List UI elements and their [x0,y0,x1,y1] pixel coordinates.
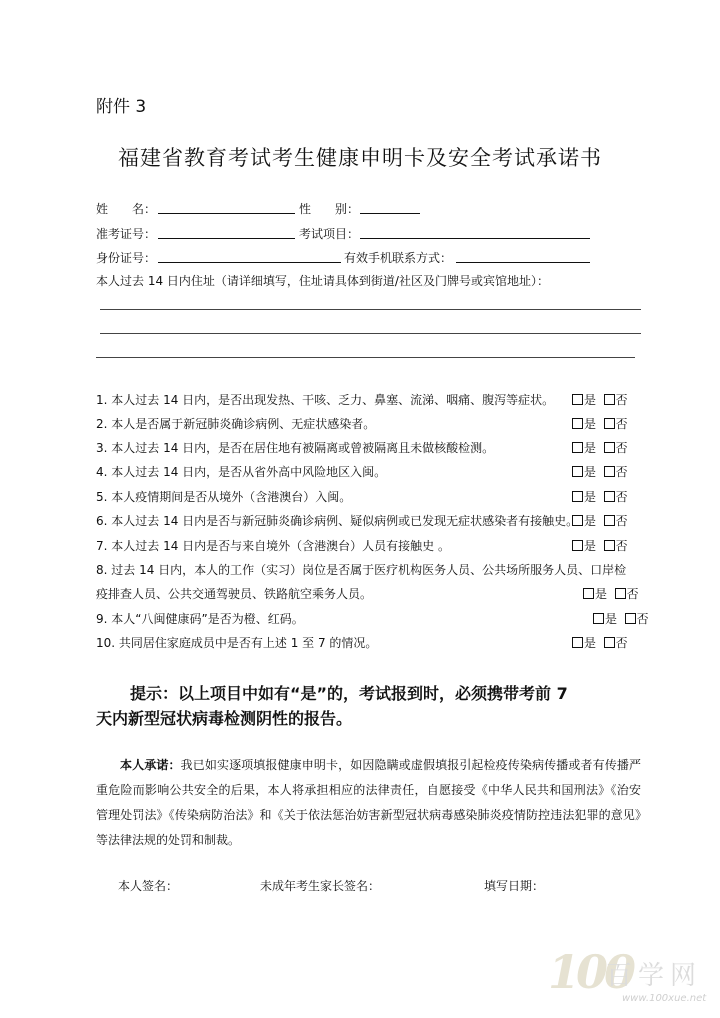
yes-no-options-8[interactable]: 是 否 [583,585,639,602]
name-label: 姓 名： [96,202,157,216]
promise-paragraph [96,753,641,853]
yes-no-options-2[interactable]: 是 否 [572,415,628,432]
yes-no-options-4[interactable]: 是 否 [572,463,628,480]
attachment-label: 附件 3 [96,97,147,117]
question-7: 7. 本人过去 14 日内是否与来自境外（含港澳台）人员有接触史 。 [96,539,450,553]
question-8-line-1: 8. 过去 14 日内，本人的工作（实习）岗位是否属于医疗机构医务人员、公共场所服务人员、口岸检 [96,563,627,577]
checkbox-no[interactable] [604,637,615,648]
checkbox-no[interactable] [625,613,636,624]
watermark-cn-text: 百学网 [606,961,703,991]
self-signature-label: 本人签名： [118,879,179,893]
question-8-line-2: 疫排查人员、公共交通驾驶员、铁路航空乘务人员。 [96,587,373,601]
checkbox-no[interactable] [604,466,615,477]
exam-no-field[interactable] [158,238,295,239]
question-4: 4. 本人过去 14 日内，是否从省外高中风险地区入闽。 [96,465,387,479]
checkbox-yes[interactable] [572,466,583,477]
checkbox-yes[interactable] [572,637,583,648]
watermark-url: www.100xue.net [622,993,707,1004]
address-prompt: 本人过去 14 日内住址（请详细填写，住址请具体到街道/社区及门牌号或宾馆地址）： [96,274,549,288]
guardian-signature-label: 未成年考生家长签名： [260,879,381,893]
yes-no-options-1[interactable]: 是 否 [572,391,628,408]
exam-no-label: 准考证号： [96,227,157,241]
yes-no-options-6[interactable]: 是 否 [572,512,628,529]
checkbox-no[interactable] [604,515,615,526]
checkbox-yes[interactable] [572,442,583,453]
checkbox-no[interactable] [604,491,615,502]
checkbox-yes[interactable] [572,515,583,526]
address-line-3[interactable] [96,357,635,358]
name-field[interactable] [158,213,295,214]
checkbox-no[interactable] [615,588,626,599]
site-watermark [548,945,716,1011]
question-9: 9. 本人“八闽健康码”是否为橙、红码。 [96,612,304,626]
phone-field[interactable] [456,262,590,263]
question-5: 5. 本人疫情期间是否从境外（含港澳台）入闽。 [96,490,352,504]
watermark-logo-number: 100 [548,945,633,999]
fill-date-label: 填写日期： [484,879,545,893]
tip-line-2: 天内新型冠状病毒检测阴性的报告。 [96,709,353,728]
gender-field[interactable] [360,213,420,214]
exam-item-field[interactable] [360,238,590,239]
question-2: 2. 本人是否属于新冠肺炎确诊病例、无症状感染者。 [96,417,376,431]
gender-label: 性 别： [299,202,360,216]
question-3: 3. 本人过去 14 日内，是否在居住地有被隔离或曾被隔离且未做核酸检测。 [96,441,495,455]
checkbox-no[interactable] [604,540,615,551]
address-line-1[interactable] [100,309,641,310]
tip-line-1: 提示：以上项目中如有“是”的，考试报到时，必须携带考前 7 [130,684,568,703]
checkbox-yes[interactable] [572,491,583,502]
yes-no-options-10[interactable]: 是 否 [572,634,628,651]
yes-no-options-5[interactable]: 是 否 [572,488,628,505]
yes-no-options-3[interactable]: 是 否 [572,439,628,456]
checkbox-yes[interactable] [572,540,583,551]
id-no-field[interactable] [158,262,341,263]
checkbox-no[interactable] [604,418,615,429]
promise-label: 本人承诺： [120,758,181,772]
id-no-label: 身份证号： [96,251,157,265]
yes-no-options-9[interactable]: 是 否 [593,610,649,627]
address-line-2[interactable] [100,333,641,334]
question-10: 10. 共同居住家庭成员中是否有上述 1 至 7 的情况。 [96,636,378,650]
checkbox-yes[interactable] [593,613,604,624]
question-6: 6. 本人过去 14 日内是否与新冠肺炎确诊病例、疑似病例或已发现无症状感染者有接触史。 [96,514,579,528]
checkbox-no[interactable] [604,394,615,405]
page-title: 福建省教育考试考生健康申明卡及安全考试承诺书 [118,146,602,170]
checkbox-no[interactable] [604,442,615,453]
exam-item-label: 考试项目： [299,227,360,241]
checkbox-yes[interactable] [572,418,583,429]
phone-label: 有效手机联系方式： [344,251,453,265]
question-1: 1. 本人过去 14 日内，是否出现发热、干咳、乏力、鼻塞、流涕、咽痛、腹泻等症状。 [96,393,555,407]
promise-text: 我已如实逐项填报健康申明卡，如因隐瞒或虚假填报引起检疫传染病传播或者有传播严重危险而影响公共安全的后果，本人将承担相应的法律责任，自愿接受《中华人民共和国刑法》《治安管理处罚法》《传染病防治法》和《关于依法惩治妨害新型冠状病毒感染肺炎疫情防控违法犯罪的意见》等法律法规的处罚和制裁。 [96,758,641,847]
checkbox-yes[interactable] [583,588,594,599]
checkbox-yes[interactable] [572,394,583,405]
yes-no-options-7[interactable]: 是 否 [572,537,628,554]
